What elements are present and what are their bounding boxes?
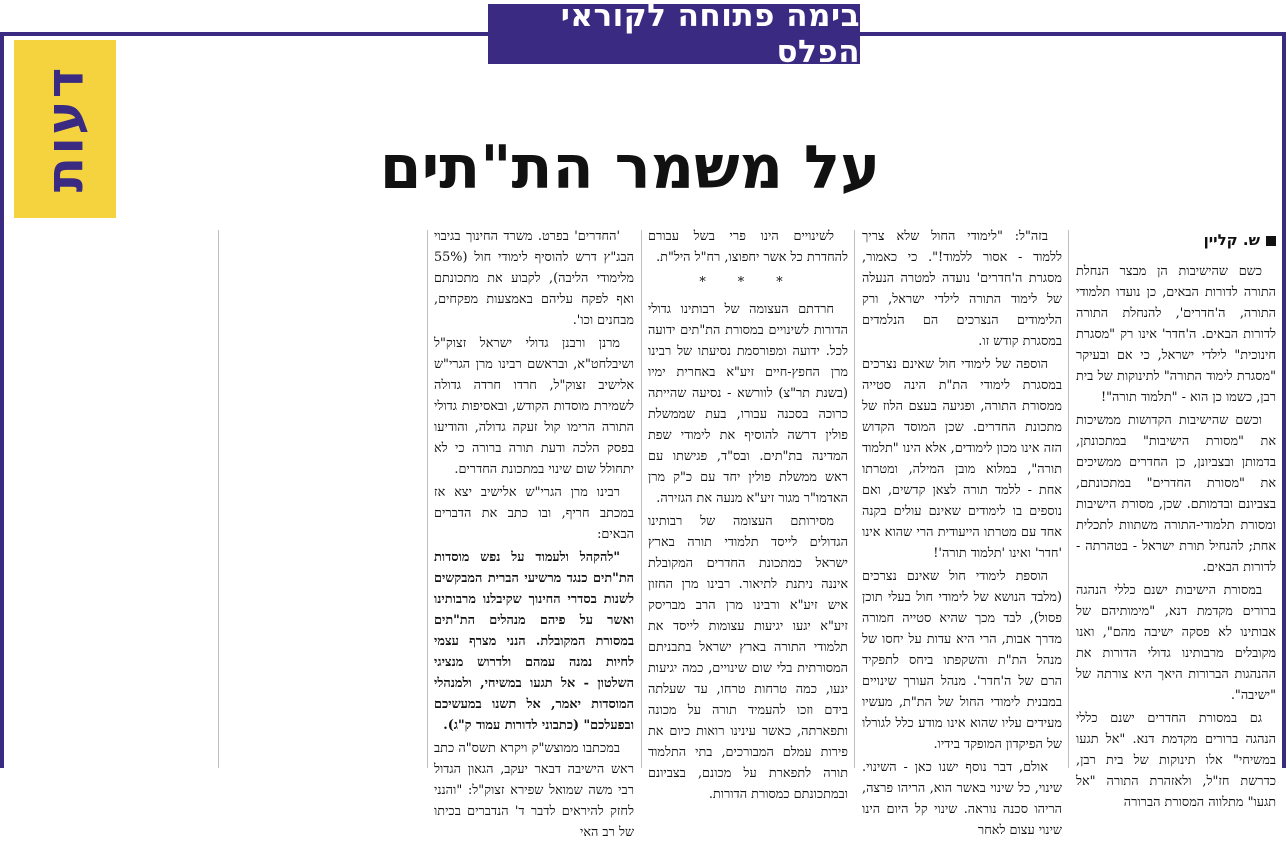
article-paragraph: מרנן ורבנן גדולי ישראל זצוק"ל ושיבלחט"א, ובראשם רבינו מרן הגרי"ש אלישיב זצוק"ל, חרדו חרדה גדולה לשמירת מוסדות הקודש, ובאסיפות גדולי התורה הרימו קול זעקה גדולה, והודיעו בפסק הלכה ודעת תורה ברורה כי לא יתחולל שום שינוי במתכונת החדרים.: [434, 336, 634, 477]
article-paragraph: חרדתם העצומה של רבותינו גדולי הדורות לשינויים במסורת הת"תים ידועה לכל. ידועה ומפורסמת נסיעתו של רבינו מרן החפץ-חיים זיע"א באחרית ימיו (בשנת תר"צ) לוורשא - נסיעה שהייתה כרוכה בסכנה עבורו, בעת שממשלת פולין דרשה להוסיף את לימודי שפת המדינה בת"תים. ובס"ד, פגישתו עם ראש ממשלת פולין יחד עם כ"ק מרן האדמו"ר מגור זיע"א מנעה את הגזירה.: [648, 302, 848, 506]
article-paragraph: הוספה של לימודי חול שאינם נצרכים במסגרת לימודי הת"ת הינה סטייה ממסורת התורה, ופגיעה בעצם הלוז של מתכונת החדרים. שכן המוסד הקדוש הזה אינו מכון לימודים, אלא הינו "תלמוד תורה", במלוא מובן המילה, ומטרתו אחת - ללמד תורה לצאן קדשים, ואם נוספים בו לימודים שאינם עולים בקנה אחד עם מטרתו הייעודית הרי שהוא אינו 'חדר' ואינו 'תלמוד תורה'!: [862, 357, 1062, 561]
column-rule: [641, 230, 642, 768]
byline-square-icon: [1266, 236, 1276, 246]
section-separator: * * *: [699, 275, 797, 290]
column-rule: [854, 230, 855, 768]
article-paragraph: מסירותם העצומה של רבותינו הגדולים לייסד תלמודי תורה בארץ ישראל כמתכונת החדרים המקובלת איננה ניתנת לתיאור. רבינו מרן החזון איש זיע"א ורבינו מרן הרב מבריסק זיע"א יגעו יגיעות עצומות לייסד את תלמודי התורה בארץ ישראל בתבניתם המסורתית בלי שום שינויים, כמה יגיעות יגעו, כמה טרחות טרחו, עד שעלתה בידם וזכו להעמיד תורה על מכונה ותפארתה, כאשר עינינו רואות כיום את פירות עמלם המבורכים, בתי התלמוד תורה לתפארת על מכונם, בצביונם ובמתכונתם כמסורת הדורות.: [648, 514, 848, 802]
article-column-2: [862, 226, 1062, 838]
article-paragraph: אולם, דבר נוסף ישנו כאן - השינוי. שינוי, כל שינוי באשר הוא, הריהו פרצה, הריהו סכנה נוראה. שינוי קל היום הינו שינוי עצום לאחר: [862, 760, 1062, 838]
column-rule: [1068, 230, 1069, 768]
article-paragraph: בזה"ל: "לימודי החול שלא צריך ללמוד - אסור ללמוד!". כי כאמור, מסגרת ה'חדרים' נועדה למטרה הנעלה של לימוד התורה לילדי ישראל, ורק הלימודים הנצרכים הם הנלמדים במסגרת קודש זו.: [862, 229, 1062, 349]
frame-top-left: [0, 32, 490, 36]
column-rule: [218, 230, 219, 768]
column-rule: [427, 230, 428, 768]
frame-left: [0, 32, 4, 768]
article-paragraph: גם במסורת החדרים ישנם כללי הנהגה ברורים מקדמת דנא. "אל תגעו במשיחי" אלו תינוקות של בית רבן, כדרשת חז"ל, ולאזהרת התורה "אל תגעו" מתלווה המסורת הברורה: [1076, 711, 1276, 810]
article-paragraph: 'החדרים' בפרט. משרד החינוך בגיבוי הבג"ץ דרש להוסיף לימודי חול (55% מלימודי הליבה), לקבוע את מתכונתם ואף לפקח עליהם באמצעות מפקחים, מבחנים וכו'.: [434, 229, 634, 328]
article-column-3: [648, 226, 848, 802]
article-paragraph: רבינו מרן הגרי"ש אלישיב יצא אז במכתב חריף, ובו כתב את הדברים הבאים:: [434, 485, 634, 542]
opinion-tag-label: דעות: [34, 65, 95, 193]
article-headline: על משמר הת"תים: [379, 133, 881, 203]
article-paragraph: לשינויים הינו פרי בשל עבורם להחדרת כל אשר יחפוצו, רח"ל היל"ת.: [648, 229, 848, 265]
article-paragraph: וכשם שהישיבות הקדושות ממשיכות את "מסורת הישיבות" במתכונתן, בדמותן ובצביונן, כן החדרים ממשיכים את "מסורת החדרים" במתכונתם, בצביונם ובדמותם. שכן, מסורת הישיבות ומסורת תלמודי-התורה משתוות לתכלית אחת; להנחיל תורת ישראל - בטהרתה - לדורות הבאים.: [1076, 413, 1276, 575]
author-byline: [1076, 230, 1276, 251]
section-banner: [488, 0, 860, 70]
frame-right: [1282, 32, 1286, 768]
article-column-4: [434, 226, 634, 840]
article-column-1: [1076, 226, 1276, 810]
article-paragraph: כשם שהישיבות הן מבצר הנחלת התורה לדורות הבאים, כן נועדו תלמודי התורה, ה'חדרים', להנחלת התורה לדורות הבאים. ה'חדר' אינו רק "מסגרת חינוכית" לילדי ישראל, כי אם ובעיקר "מסגרת לימוד התורה" לתינוקות של בית רבן, כשמו כן הוא - "תלמוד תורה"!: [1076, 264, 1276, 405]
author-name: ש. קליין: [1203, 231, 1260, 249]
frame-top-right: [858, 32, 1286, 36]
article-paragraph: "להקהל ולעמוד על נפש מוסדות הת"תים כנגד מרשיעי הברית המבקשים לשנות בסדרי החינוך שקיבלנו מרבותינו ואשר על פיהם מנהלים הת"תים במסורת המקובלת. הנני מצרף עצמי לחיות נמנה עמהם ולדרוש מנציגי השלטון - אל תגעו במשיחי, ולמנהלי המוסדות יאמר, אל תשנו במעשיכם ובפעלכם" (כתבוני לדורות עמוד ק"ג).: [434, 550, 634, 733]
article-paragraph: הוספת לימודי חול שאינם נצרכים (מלבד הנושא של לימודי חול בעלי תוכן פסול), לבד מכך שהיא סטייה חמורה מדרך אבות, הרי היא עדות על יחסו של מנהל הת"ת והשקפתו ביחס לתפקיד הרם של ה'חדר'. מנהל העורך שינויים במבנית לימודי החול של הת"ת, מעשיו מעידים עליו שהוא אינו מודע כלל לגורלו של הפיקדון המופקד בידיו.: [862, 569, 1062, 752]
opinion-tag: [14, 40, 116, 218]
article-paragraph: במסורת הישיבות ישנם כללי הנהגה ברורים מקדמת דנא, "מימותיהם של אבותינו לא פסקה ישיבה מהם", ואנו מקובלים מרבותינו גדולי הדורות את ההנהגות הברורות היאך היא צורתה של "ישיבה".: [1076, 583, 1276, 703]
article-paragraph: במכתבו ממוצש"ק ויקרא תשס"ה כתב ראש הישיבה דבאר יעקב, הגאון הגדול רבי משה שמואל שפירא זצוק"ל: "והנני לחזק להיראים לדבר ד' הנדברים בכיתו של רב האי: [434, 741, 634, 840]
section-banner-title: בימה פתוחה לקוראי הפלס: [560, 0, 860, 70]
